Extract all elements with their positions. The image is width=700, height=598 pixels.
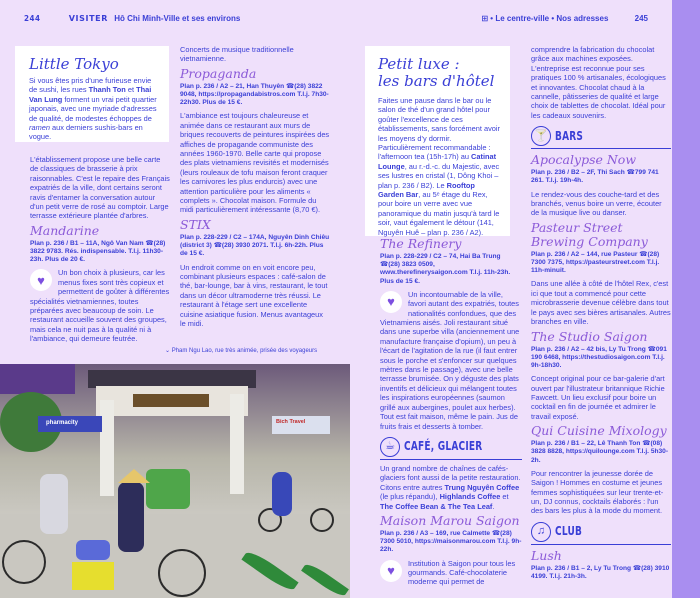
venue-name-studio-saigon: The Studio Saigon (531, 328, 648, 344)
photo-wheel (2, 540, 46, 584)
venue-info-maison-marou: Plan p. 236 / A3 – 169, rue Calmette ☎(28) 7300 5010, https://maisonmarou.com T.l.j. 9h-22h. (380, 529, 522, 554)
favorite-paragraph-maison-marou: ♥ Institution à Saigon pour tous les gourmands. Café-chocolaterie moderne qui permet de (380, 559, 522, 587)
hotel-bars-title-line1: Petit luxe : (378, 55, 460, 73)
column-1 (30, 155, 170, 344)
section-header-cafe-glacier (380, 437, 522, 460)
left-running-title: Hô Chi Minh-Ville et ses environs (114, 14, 241, 23)
venue-name-apocalypse-now: Apocalypse Now (531, 152, 637, 168)
col2-intro: Concerts de musique traditionnelle vietnamienne. (180, 45, 294, 64)
venue-name-pasteur-street: Pasteur Street Brewing Company (531, 219, 648, 249)
chapter-glyph-icon: ⊞ (481, 14, 489, 23)
favorite-paragraph-mandarine: ♥ Un bon choix à plusieurs, car les menus fixes sont très copieux et permettent de goûter à différentes spécialités vietnamiennes, toutes préparées avec beaucoup de soin. Le restaurant accueille souvent des groupes, mais cela ne nuit pas à la qualité ni à l'ambiance, qui demeure feutrée. (30, 268, 170, 344)
col1-intro: L'établissement propose une belle carte de classiques de brasserie à prix raisonnables. C'est le repaire des Français expatriés de la ville, dont certains seront ravis d'entamer la conversation autour d'un petit verre de rosé au comptoir. Large terrasse extérieure plantée d'arbres. (30, 155, 170, 221)
little-tokyo-text: Si vous êtes pris d'une furieuse envie de sushi, les rues Thanh Ton et Thai Van Lung forment un vrai petit quartier japonais, avec une myriade d'adresses de qualité, de modestes échoppes de ramen aux derniers sushis-bars en vogue. (29, 76, 157, 142)
section-label: VISITER (68, 14, 108, 23)
hotel-bars-box (365, 46, 510, 236)
little-tokyo-box (15, 46, 169, 142)
venue-info-lush: Plan p. 236 / B1 – 2, Ly Tu Trong ☎(28) 3910 4199. T.l.j. 21h-3h. (531, 564, 670, 580)
venue-name-lush: Lush (531, 547, 562, 563)
venue-info-refinery: Plan p. 228-229 / C2 – 74, Hai Ba Trung ☎(28) 3823 0509, www.therefinerysaigon.com T.l.j. 11h-23h. Plus de 15 €. (380, 253, 511, 285)
photo-gate-pillar-right (230, 394, 244, 494)
hotel-bars-title-line2: les bars d'hôtel (378, 72, 495, 90)
photo-shop-awning (0, 364, 75, 394)
section-header-club (531, 522, 671, 545)
venue-name-mandarine: Mandarine (30, 222, 100, 238)
photo-green-taxi (146, 469, 190, 509)
venue-info-mandarine: Plan p. 236 / B1 – 11A, Ngô Van Nam ☎(28) 3822 9783. Rés. indispensable. T.l.j. 11h30-23h. Plus de 20 €. (30, 239, 166, 264)
col4-intro: comprendre la fabrication du chocolat grâce aux machines exposées. L'entreprise est reconnue pour ses pratiques 100 % artisanales, écologiques et innovantes. Chocolat chaud à la cannelle, pâtisseries de qualité et large choix de tablettes de chocolat. Idéal pour les cadeaux souvenirs. (531, 45, 666, 120)
little-tokyo-title: Little Tokyo (29, 55, 119, 73)
right-page-header (481, 14, 648, 23)
venue-text-pasteur-street: Dans une allée à côté de l'hôtel Rex, c'est ici que tout a commencé pour cette microbrasserie devenue célèbre dans tout le pays avec ses bières artisanales. Autres branches en ville. (531, 279, 671, 327)
coffee-cup-icon: ☕ (380, 437, 400, 457)
venue-name-stix: STIX (180, 216, 211, 232)
favorite-paragraph-refinery: ♥ Un incontournable de la ville, favori autant des expatriés, toutes nationalités confondues, que des Vietnamiens aisés. Joli restaurant situé dans une superbe villa (anciennement une manufacture française d'opium), un peu à l'écart de l'agitation de la rue (il faut entrer sous le porche et s'enfoncer sur quelques mètres dans le passage), avec une belle terrasse brumisée. On y déguste des plats inventifs et délicieux qui mélangent toutes les inspirations européennes (saumon grillé aux aubergines, poulet aux herbes). Tout est fait maison, même le pain. Jus de fruits frais et desserts à tomber. (380, 289, 520, 431)
venue-info-qui-cuisine: Plan p. 236 / B1 – 22, Lê Thanh Ton ☎(08) 3828 8828, https://quilounge.com T.l.j. 5h30-2h. (531, 440, 669, 464)
heart-icon: ♥ (380, 560, 402, 582)
section-title-bars: BARS (555, 128, 584, 143)
venue-text-apocalypse-now: Le rendez-vous des couche-tard et des branchés, venus boire un verre, écouter de la musique live ou danser. (531, 189, 662, 218)
venue-info-apocalypse-now: Plan p. 236 / B2 – 2F, Thi Sach ☎799 741 261. T.l.j. 19h-4h. (531, 169, 659, 185)
venue-text-studio-saigon: Concept original pour ce bar-galerie d'art ouvert par l'illustrateur britannique Richie Fawcett. Un lieu exclusif pour boire un cocktail en fin de journée et admirer le travail exposé. (531, 374, 665, 421)
venue-name-qui-cuisine: Qui Cuisine Mixology (531, 423, 667, 439)
heart-icon: ♥ (30, 269, 52, 291)
section-title-cafe-glacier: CAFÉ, GLACIER (404, 439, 483, 454)
photo-caption: ⌄ Pham Ngu Lao, rue très animée, prisée des voyageurs (165, 348, 318, 354)
column-3 (380, 234, 522, 587)
venue-name-maison-marou: Maison Marou Saigon (380, 512, 520, 528)
chevron-down-icon: ⌄ (165, 348, 171, 354)
left-page-number: 244 (24, 14, 41, 23)
cocktail-glass-icon: 🍸 (531, 126, 551, 146)
street-photo (0, 364, 350, 598)
photo-gate-pillar-left (100, 400, 114, 496)
venue-name-propaganda: Propaganda (180, 65, 257, 81)
photo-conical-hat (118, 469, 150, 483)
photo-wheel (310, 508, 334, 532)
photo-blue-bag (76, 540, 110, 560)
section-header-bars (531, 126, 671, 149)
section-title-club: CLUB (555, 524, 583, 539)
venue-info-propaganda: Plan p. 236 / A2 – 21, Han Thuyên ☎(28) 3822 9048, https://propagandabistros.com T.l.j. 7h30-22h30. Plus de 15 €. (180, 82, 329, 107)
column-4 (531, 45, 671, 585)
photo-cyclist-2 (118, 482, 144, 552)
venue-info-stix: Plan p. 228-229 / C2 – 174A, Nguyên Dinh Chiêu (district 3) ☎(28) 3930 2071. T.l.j. 6h-22h. Plus de 15 €. (180, 233, 330, 258)
photo-scooter-rider (272, 472, 292, 516)
photo-yellow-crate (72, 562, 114, 590)
photo-pharmacity-sign: pharmacity (38, 416, 102, 432)
venue-text-stix: Un endroit comme on en voit encore peu, combinant plusieurs espaces : café-salon de thé, bar-lounge, bar à vins, restaurant, le tout dans un décor ultramoderne très réussi. Le restaurant à l'étage sert une excellente cuisine asiatique fusion. Menus avantageux le midi. (180, 262, 328, 328)
venue-text-propaganda: L'ambiance est toujours chaleureuse et animée dans ce restaurant aux murs de briques recouverts de peintures inspirées des affiches de propagande communiste des années 1960-1970. Belle carte qui propose des plats vietnamiens revisités et modernisés (leurs rouleaux de tofu maison feront craquer les carnivores les plus endurcis) avec une attention particulière pour les aliments « complets ». Chocolat maison. Formule du midi particulièrement intéressante (8,70 €). (180, 111, 330, 215)
right-page-number: 245 (634, 14, 648, 23)
column-2 (180, 45, 330, 330)
venue-text-qui-cuisine: Pour rencontrer la jeunesse dorée de Saigon ! Hommes en costume et jeunes femmes sophistiquées sur leur trente-et-un, DJ connus, cocktails élaborés : l'un des bars les plus à la mode du moment. (531, 468, 664, 516)
photo-wheel (158, 549, 206, 597)
music-note-icon: ♫ (531, 522, 551, 542)
venue-info-studio-saigon: Plan p. 236 / A2 – 42 bis, Ly Tu Trong ☎091 190 6468, https://thestudiosaigon.com T.l.j. 9h-18h30. (531, 345, 667, 369)
photo-travel-sign: Bich Travel (272, 416, 330, 434)
chapter-tab (672, 0, 700, 598)
left-page-header (24, 14, 240, 23)
photo-cyclist-1 (40, 474, 68, 534)
heart-icon: ♥ (380, 291, 402, 313)
photo-gate-sign (133, 394, 209, 407)
venue-info-pasteur-street: Plan p. 236 / A2 – 144, rue Pasteur ☎(28) 7300 7375, https://pasteurstreet.com T.l.j. 11h-minuit. (531, 250, 660, 275)
venue-name-refinery: The Refinery (380, 236, 462, 251)
hotel-bars-text: Faites une pause dans le bar ou le salon de thé d'un grand hôtel pour goûter l'excellence de ces établissements, sans forcément avoir les moyens d'y dormir. Particulièrement recommandable : l'afternoon tea (15h-17h) au Catinat Lounge, au r.-d.-c. du Majestic, avec ses lustres en cristal (1, Dông Khoi – plan p. 236 / B2). Le Rooftop Garden Bar, au 5ᵉ étage du Rex, pour boire un verre avec vue panoramique du matin jusqu'à tard le soir, vaut également le détour (141, Nguyên Huê – plan p. 236 / A2). (378, 96, 500, 237)
cafe-section-text: Un grand nombre de chaînes de cafés-glaciers font aussi de la petite restauration. Citons entre autres Trung Nguyên Coffee (le plus répandu), Highlands Coffee et The Coffee Bean & The Tea Leaf. (380, 463, 521, 511)
right-running-title: • Le centre-ville • Nos adresses (490, 14, 609, 23)
